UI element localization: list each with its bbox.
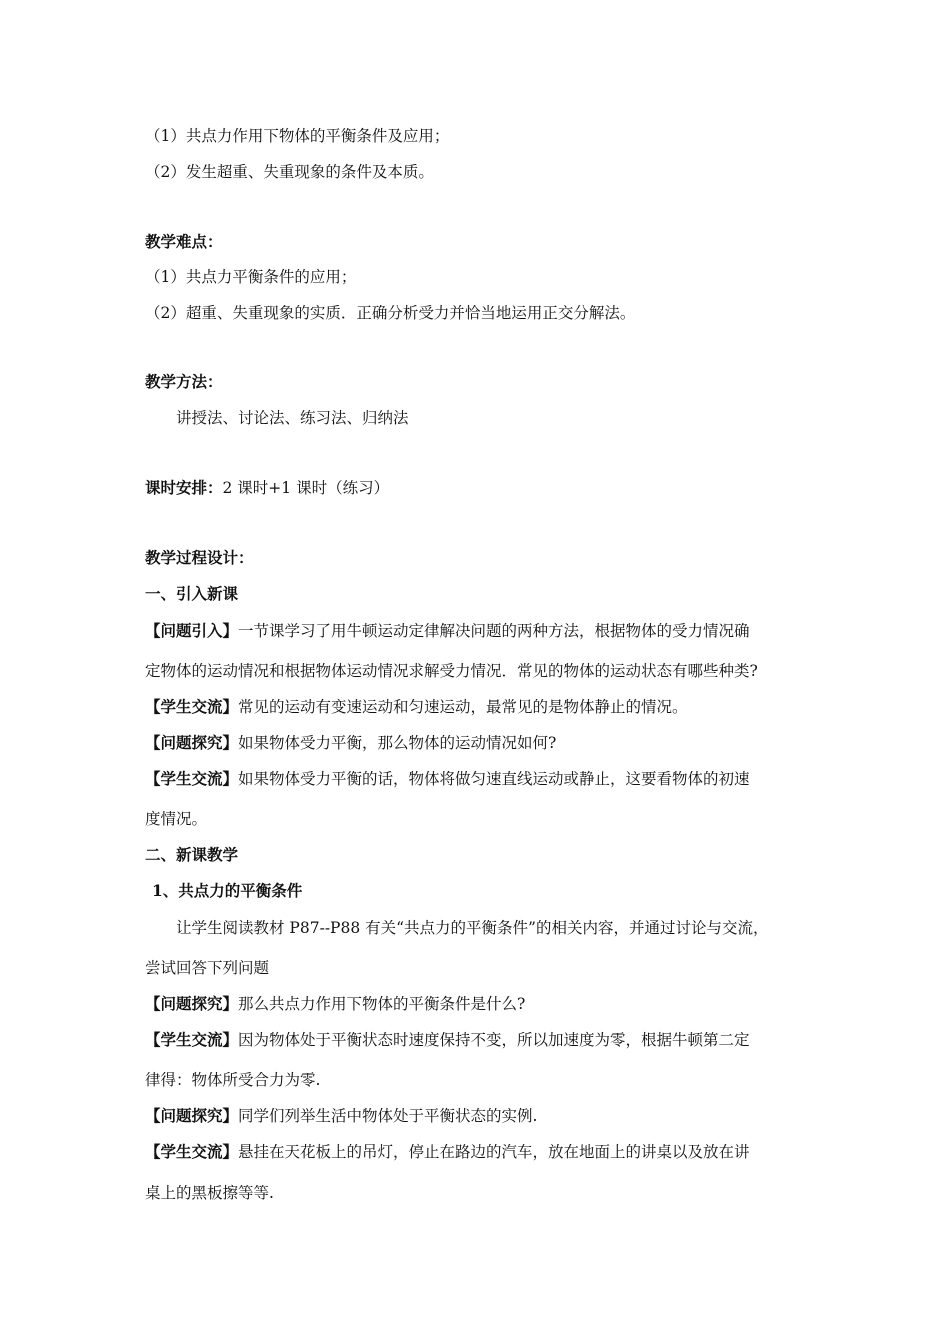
dialog-text: 如果物体受力平衡的话，物体将做匀速直线运动或静止，这要看物体的初速	[238, 770, 750, 788]
dialog-line	[145, 994, 525, 1014]
dialog-text: 常见的运动有变速运动和匀速运动，最常见的是物体静止的情况。	[238, 698, 688, 716]
dialog-continuation: 桌上的黑板擦等等.	[145, 1184, 274, 1202]
section2-heading: 二、新课教学	[145, 845, 239, 864]
intro-paragraph-line1: 让学生阅读教材 P87--P88 有关“共点力的平衡条件”的相关内容，并通过讨论与交流，	[176, 919, 769, 937]
dialog-line	[145, 1142, 750, 1162]
dialog-continuation: 律得：物体所受合力为零.	[145, 1071, 321, 1089]
dialog-text: 悬挂在天花板上的吊灯，停止在路边的汽车，放在地面上的讲桌以及放在讲	[238, 1143, 750, 1161]
schedule-text: 2 课时+1 课时（练习）	[222, 479, 390, 497]
process-heading: 教学过程设计：	[145, 548, 254, 567]
method-heading: 教学方法：	[145, 372, 223, 391]
dialog-line	[145, 733, 556, 753]
difficulty-item-1: （1）共点力平衡条件的应用；	[145, 268, 357, 286]
dialog-line	[145, 1106, 537, 1126]
focus-item-2: （2）发生超重、失重现象的条件及本质。	[145, 163, 434, 181]
dialog-line	[145, 697, 688, 717]
intro-paragraph-line2: 尝试回答下列问题	[145, 959, 270, 977]
dialog-tag: 【问题探究】	[145, 994, 239, 1013]
dialog-continuation: 度情况。	[145, 810, 208, 828]
dialog-tag: 【学生交流】	[145, 769, 239, 788]
difficulty-heading: 教学难点：	[145, 232, 223, 251]
dialog-text: 一节课学习了用牛顿运动定律解决问题的两种方法，根据物体的受力情况确	[238, 622, 750, 640]
dialog-text: 如果物体受力平衡，那么物体的运动情况如何?	[238, 734, 557, 752]
dialog-text: 那么共点力作用下物体的平衡条件是什么?	[238, 995, 526, 1013]
focus-item-1: （1）共点力作用下物体的平衡条件及应用；	[145, 127, 450, 145]
schedule-line	[145, 478, 389, 498]
dialog-tag: 【问题探究】	[145, 733, 239, 752]
dialog-tag: 【问题探究】	[145, 1106, 239, 1125]
section1-heading: 一、引入新课	[145, 584, 239, 603]
dialog-line	[145, 1030, 750, 1050]
dialog-text: 同学们列举生活中物体处于平衡状态的实例.	[238, 1107, 538, 1125]
dialog-tag: 【学生交流】	[145, 697, 239, 716]
dialog-text: 因为物体处于平衡状态时速度保持不变，所以加速度为零，根据牛顿第二定	[238, 1031, 750, 1049]
method-text: 讲授法、讨论法、练习法、归纳法	[176, 409, 409, 427]
dialog-line	[145, 769, 750, 789]
section2-subheading: 1、共点力的平衡条件	[152, 881, 303, 900]
difficulty-item-2: （2）超重、失重现象的实质．正确分析受力并恰当地运用正交分解法。	[145, 304, 636, 322]
dialog-line	[145, 621, 750, 641]
dialog-tag: 【问题引入】	[145, 621, 239, 640]
schedule-label: 课时安排：	[145, 478, 223, 497]
dialog-continuation: 定物体的运动情况和根据物体运动情况求解受力情况．常见的物体的运动状态有哪些种类?	[145, 662, 758, 680]
dialog-tag: 【学生交流】	[145, 1142, 239, 1161]
dialog-tag: 【学生交流】	[145, 1030, 239, 1049]
